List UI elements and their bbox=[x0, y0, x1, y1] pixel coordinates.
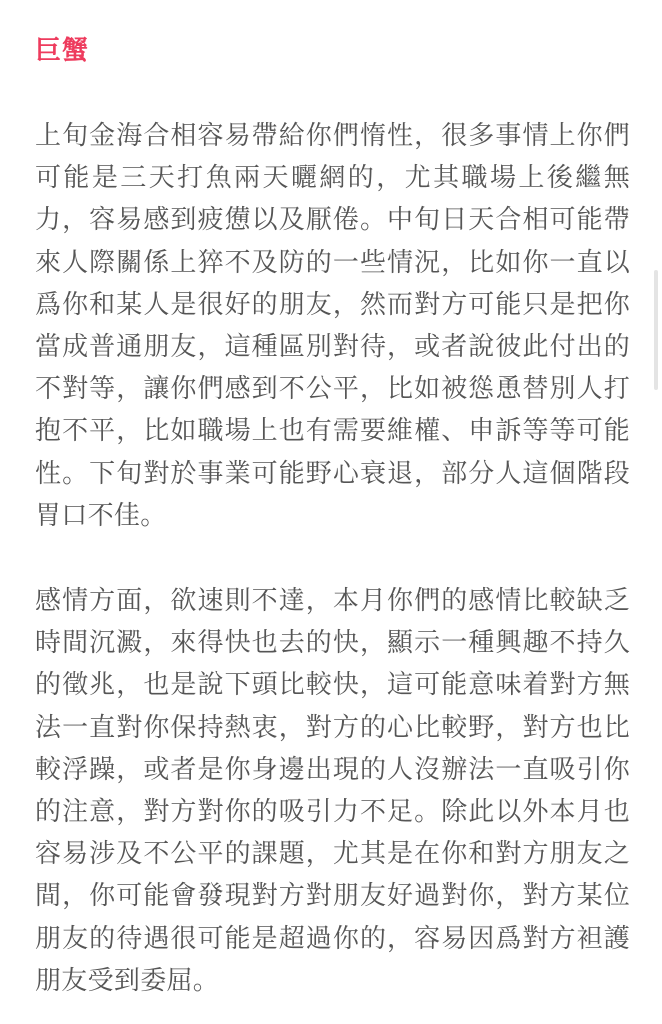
article-title: 巨蟹 bbox=[35, 36, 90, 66]
scrollbar-thumb[interactable] bbox=[654, 270, 658, 390]
article-paragraph-love: 感情方面，欲速則不達，本月你們的感情比較缺乏時間沉澱，來得快也去的快，顯示一種興趣不持久的徵兆，也是說下頭比較快，這可能意味着對方無法一直對你保持熱衷，對方的心比較野，對方也比較浮躁，或者是你身邊出現的人沒辦法一直吸引你的注意，對方對你的吸引力不足。除此以外本月也容易涉及不公平的課題，尤其是在你和對方朋友之間，你可能會發現對方對朋友好過對你，對方某位朋友的待遇很可能是超過你的，容易因爲對方袒護朋友受到委屈。 bbox=[35, 586, 630, 996]
article-paragraph-career: 上旬金海合相容易帶給你們惰性，很多事情上你們可能是三天打魚兩天曬網的，尤其職場上後繼無力，容易感到疲憊以及厭倦。中旬日天合相可能帶來人際關係上猝不及防的一些情況，比如你一直以爲你和某人是很好的朋友，然而對方可能只是把你當成普通朋友，這種區別對待，或者說彼此付出的不對等，讓你們感到不公平，比如被慫恿替別人打抱不平，比如職場上也有需要維權、申訴等等可能性。下旬對於事業可能野心衰退，部分人這個階段胃口不佳。 bbox=[35, 121, 630, 531]
